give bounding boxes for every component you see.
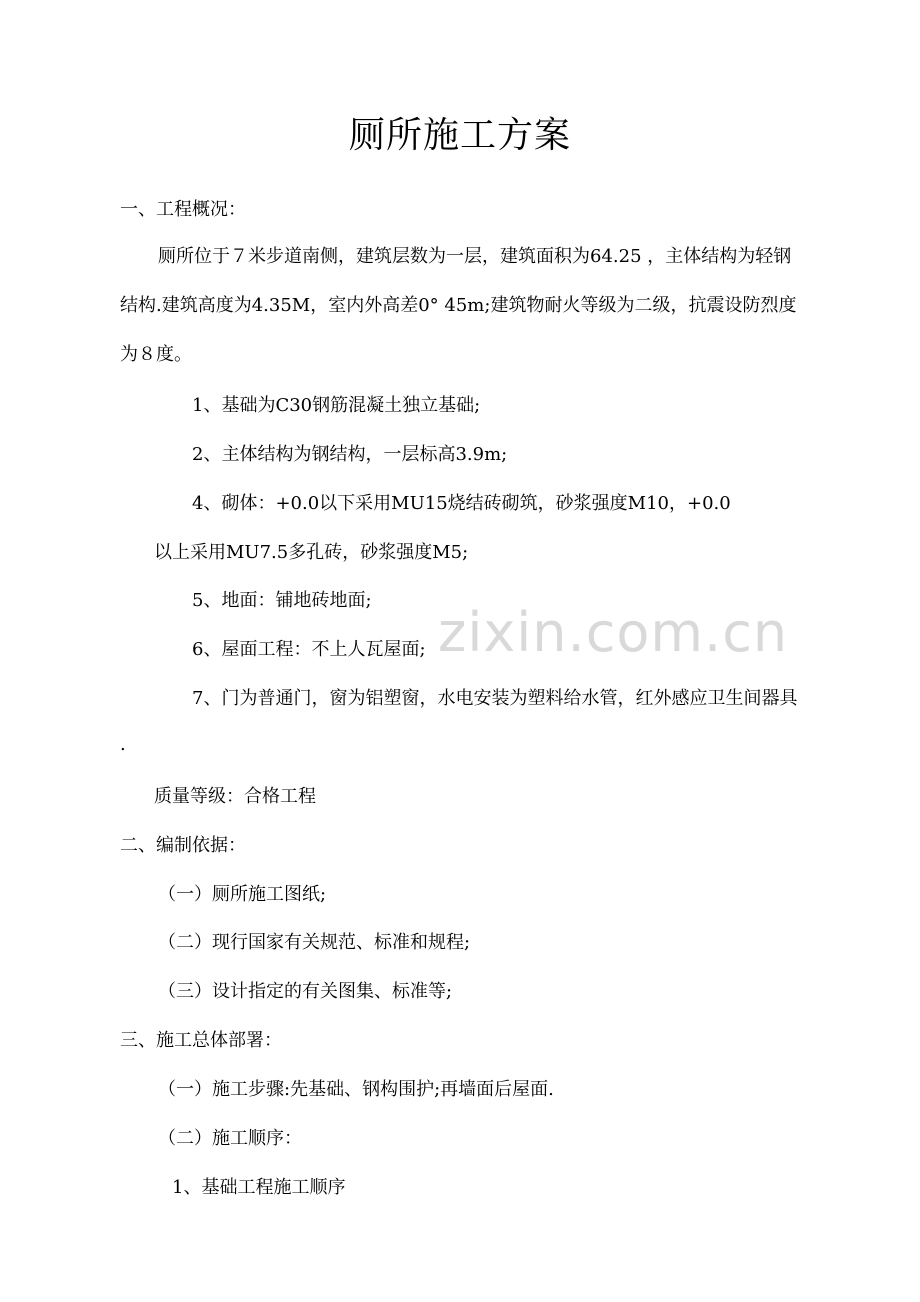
paragraph-line: 为８度。 [120,344,192,365]
list-item: 6、屋面工程：不上人瓦屋面; [192,639,426,660]
list-item: 1、基础工程施工顺序 [172,1177,346,1198]
list-item: 5、地面：铺地砖地面; [192,590,372,611]
section-heading-basis: 二、编制依据： [120,835,246,856]
list-item: 4、砌体：+0.0以下采用MU15烧结砖砌筑，砂浆强度M10，+0.0 [192,493,731,514]
paragraph-line: 厕所位于７米步道南侧，建筑层数为一层，建筑面积为64.25 ，主体结构为轻钢 [158,246,792,267]
list-item: 1、基础为C30钢筋混凝土独立基础; [192,395,481,416]
quality-grade: 质量等级：合格工程 [154,786,316,807]
document-title: 厕所施工方案 [348,115,571,156]
watermark: zixin.com.cn [438,601,789,664]
list-item: 2、主体结构为钢结构，一层标高3.9m; [192,444,508,465]
list-item: （一）施工步骤:先基础、钢构围护;再墙面后屋面. [158,1079,554,1100]
list-item: （二）施工顺序： [158,1128,302,1149]
section-heading-overview: 一、工程概况： [120,199,246,220]
list-item-continuation: 以上采用MU7.5多孔砖，砂浆强度M5; [154,542,469,563]
list-item: （二）现行国家有关规范、标准和规程; [158,932,471,953]
section-heading-deployment: 三、施工总体部署： [120,1030,282,1051]
list-item: 7、门为普通门，窗为铝塑窗，水电安装为塑料给水管，红外感应卫生间器具 [192,688,798,709]
paragraph-line: 结构.建筑高度为4.35M，室内外高差0° 45m;建筑物耐火等级为二级，抗震设防烈度 [120,295,797,316]
list-item-continuation: . [120,734,126,755]
list-item: （一）厕所施工图纸; [158,884,327,905]
list-item: （三）设计指定的有关图集、标准等; [158,981,453,1002]
